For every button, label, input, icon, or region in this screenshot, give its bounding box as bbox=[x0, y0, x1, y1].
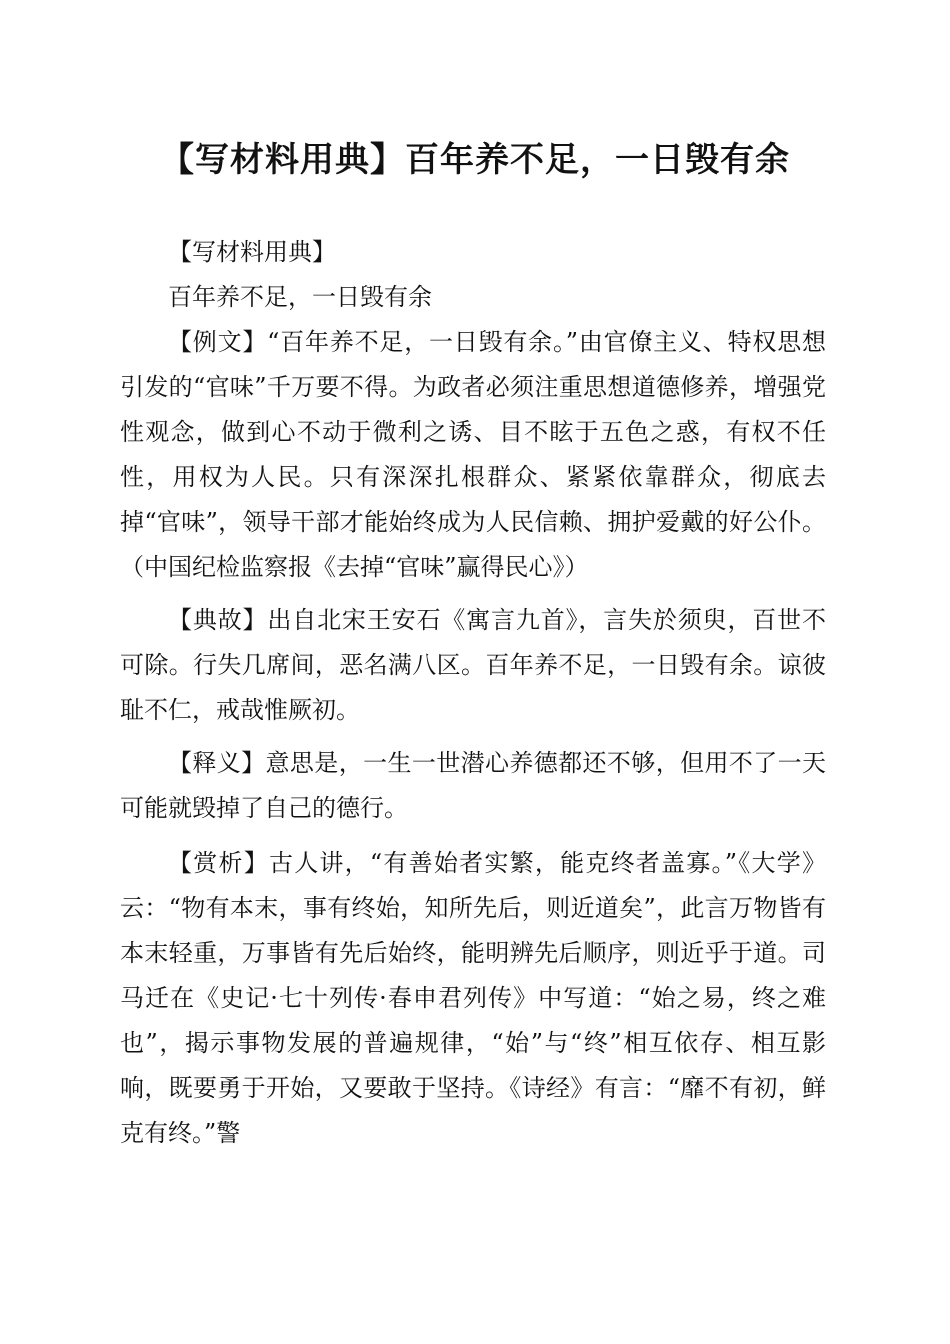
document-body bbox=[120, 230, 826, 1156]
paragraph-allusion: 【典故】出自北宋王安石《寓言九首》，言失於须臾，百世不可除。行失几席间，恶名满八区。百年养不足，一日毁有余。谅彼耻不仁，戒哉惟厥初。 bbox=[120, 606, 826, 724]
paragraph-example: 【例文】“百年养不足，一日毁有余。”由官僚主义、特权思想引发的“官味”千万要不得。为政者必须注重思想道德修养，增强党性观念，做到心不动于微利之诱、目不眩于五色之惑，有权不任性，用权为人民。只有深深扎根群众、紧紧依靠群众，彻底去掉“官味”，领导干部才能始终成为人民信赖、拥护爱戴的好公仆。（中国纪检监察报《去掉“官味”赢得民心》） bbox=[120, 328, 826, 581]
document-title: 【写材料用典】百年养不足，一日毁有余 bbox=[160, 140, 790, 180]
paragraph-subheading: 百年养不足，一日毁有余 bbox=[168, 283, 432, 311]
paragraph-heading: 【写材料用典】 bbox=[168, 238, 336, 266]
paragraph-meaning: 【释义】意思是，一生一世潜心养德都还不够，但用不了一天可能就毁掉了自己的德行。 bbox=[120, 749, 826, 822]
paragraph-appreciation: 【赏析】古人讲，“有善始者实繁，能克终者盖寡。”《大学》云：“物有本末，事有终始，知所先后，则近道矣”，此言万物皆有本末轻重，万事皆有先后始终，能明辨先后顺序，则近乎于道。司马迁在《史记·七十列传·春申君列传》中写道：“始之易，终之难也”，揭示事物发展的普遍规律，“始”与“终”相互依存、相互影响，既要勇于开始，又要敢于坚持。《诗经》有言：“靡不有初，鲜克有终。”警 bbox=[120, 849, 826, 1147]
